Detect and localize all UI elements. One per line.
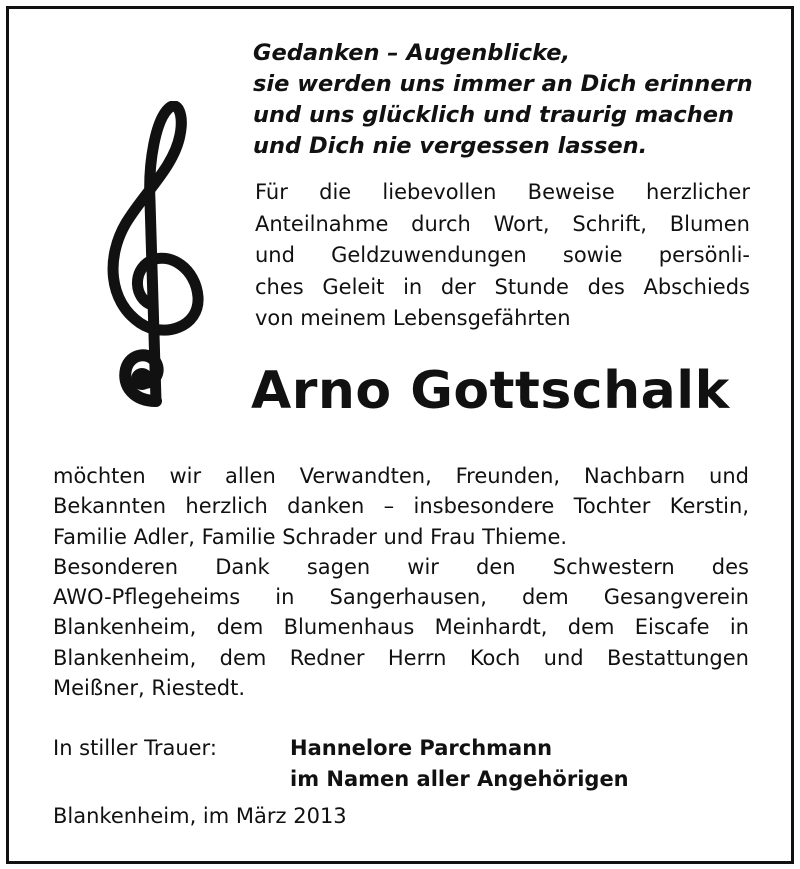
mourning-signers [290,733,629,795]
intro-line: Anteilnahme durch Wort, Schrift, Blumen [255,211,750,236]
body-line: Bekannten herzlich danken – insbesondere Tochter Kerstin, [53,494,749,519]
poem-line: und uns glücklich und traurig machen [253,102,735,128]
body-line: möchten wir allen Verwandten, Freunden, Nachbarn und [53,464,749,488]
poem-line: sie werden uns immer an Dich erinnern [253,71,753,97]
intro-line: von meinem Lebensgefährten [255,306,571,330]
notice-frame [6,6,794,864]
signer-note: im Namen aller Angehörigen [290,767,629,791]
intro-line: und Geldzuwendungen sowie persönli- [255,243,750,267]
poem [253,38,773,162]
place-date: Blankenheim, im März 2013 [53,804,347,828]
thanks-intro [255,177,750,335]
body-line: AWO-Pflegeheims in Sangerhausen, dem Gesangverein [53,585,749,610]
signer-name: Hannelore Parchmann [290,736,553,760]
intro-line: ches Geleit in der Stunde des Abschieds [255,274,750,299]
poem-line: und Dich nie vergessen lassen. [253,133,648,159]
intro-line: Für die liebevollen Beweise herzlicher [255,180,750,204]
body-line: Blankenheim, dem Blumenhaus Meinhardt, dem Eiscafe in [53,615,749,640]
poem-line: Gedanken – Augenblicke, [253,40,571,66]
thanks-body [53,461,749,703]
body-line: Blankenheim, dem Redner Herrn Koch und Bestattungen [53,645,749,670]
body-line: Meißner, Riestedt. [53,676,245,701]
body-line: Besonderen Dank sagen wir den Schwestern des [53,554,749,579]
deceased-name: Arno Gottschalk [251,361,730,421]
body-line: Familie Adler, Familie Schrader und Frau Thieme. [53,524,568,549]
treble-clef-icon [104,101,204,411]
mourning-label: In stiller Trauer: [53,736,217,760]
